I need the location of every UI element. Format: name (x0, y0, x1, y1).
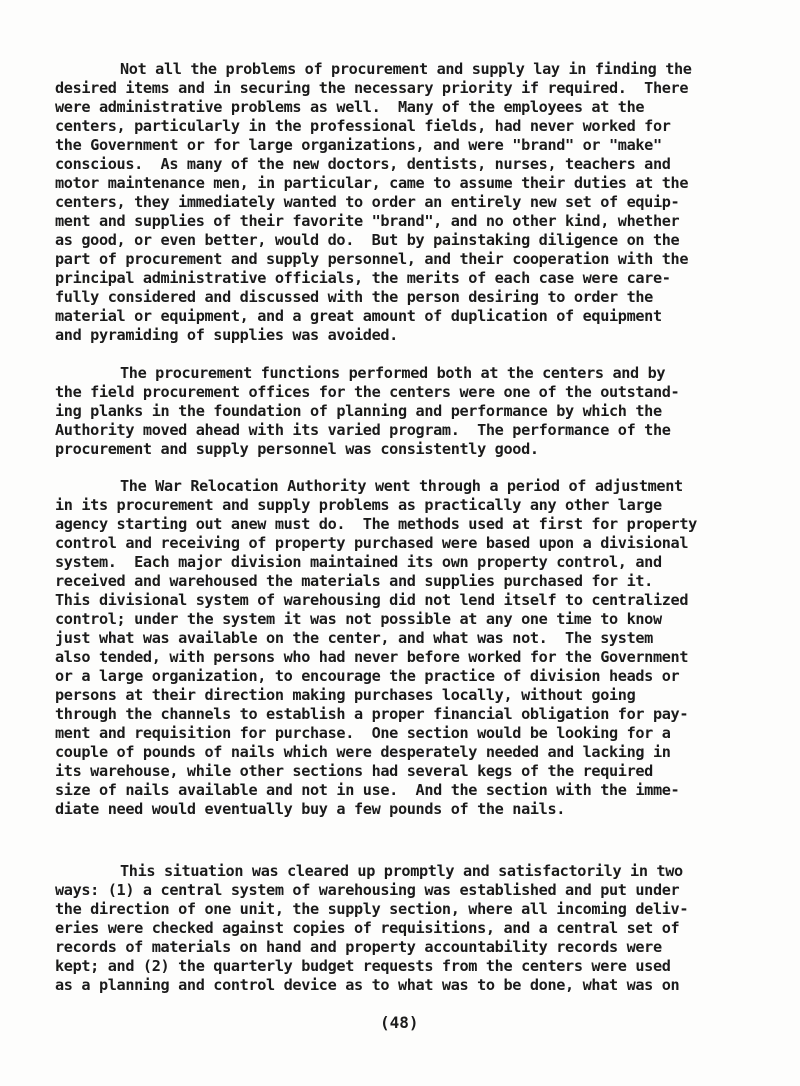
text-line: or a large organization, to encourage the practice of division heads or (55, 667, 680, 685)
text-line: kept; and (2) the quarterly budget requests from the centers were used (55, 957, 671, 975)
text-line: ment and supplies of their favorite "brand", and no other kind, whether (55, 212, 680, 230)
text-line: This divisional system of warehousing did not lend itself to centralized (55, 591, 689, 609)
text-line: eries were checked against copies of requisitions, and a central set of (55, 919, 680, 937)
text-line: as good, or even better, would do. But by painstaking diligence on the (55, 231, 680, 249)
text-line: ment and requisition for purchase. One section would be looking for a (55, 724, 671, 742)
text-line: centers, particularly in the professional fields, had never worked for (55, 117, 671, 135)
text-line: system. Each major division maintained its own property control, and (55, 553, 662, 571)
text-line: part of procurement and supply personnel, and their cooperation with the (55, 250, 689, 268)
text-line: This situation was cleared up promptly and satisfactorily in two (120, 862, 683, 880)
text-line: just what was available on the center, and what was not. The system (55, 629, 653, 647)
text-line: the field procurement offices for the centers were one of the outstand- (55, 383, 680, 401)
text-line: control; under the system it was not possible at any one time to know (55, 610, 662, 628)
text-line: principal administrative officials, the merits of each case were care- (55, 269, 671, 287)
text-line: Authority moved ahead with its varied program. The performance of the (55, 421, 671, 439)
text-line: procurement and supply personnel was consistently good. (55, 440, 539, 458)
text-line: in its procurement and supply problems as practically any other large (55, 496, 662, 514)
text-line: were administrative problems as well. Many of the employees at the (55, 98, 645, 116)
text-line: desired items and in securing the necessary priority if required. There (55, 79, 689, 97)
text-line: the Government or for large organizations, and were "brand" or "make" (55, 136, 662, 154)
text-line: through the channels to establish a proper financial obligation for pay- (55, 705, 689, 723)
text-line: its warehouse, while other sections had several kegs of the required (55, 762, 653, 780)
text-line: also tended, with persons who had never before worked for the Government (55, 648, 689, 666)
text-line: The procurement functions performed both at the centers and by (120, 364, 666, 382)
text-line: records of materials on hand and property accountability records were (55, 938, 662, 956)
text-line: material or equipment, and a great amount of duplication of equipment (55, 307, 662, 325)
text-line: ways: (1) a central system of warehousing was established and put under (55, 881, 680, 899)
text-line: conscious. As many of the new doctors, dentists, nurses, teachers and (55, 155, 671, 173)
text-line: diate need would eventually buy a few pounds of the nails. (55, 800, 566, 818)
text-line: the direction of one unit, the supply section, where all incoming deliv- (55, 900, 689, 918)
text-line: The War Relocation Authority went through a period of adjustment (120, 477, 683, 495)
text-line: motor maintenance men, in particular, came to assume their duties at the (55, 174, 689, 192)
text-line: Not all the problems of procurement and supply lay in finding the (120, 60, 692, 78)
text-line: couple of pounds of nails which were desperately needed and lacking in (55, 743, 671, 761)
text-line: persons at their direction making purchases locally, without going (55, 686, 636, 704)
text-line: agency starting out anew must do. The methods used at first for property (55, 515, 697, 533)
text-line: size of nails available and not in use. And the section with the imme- (55, 781, 680, 799)
text-line: and pyramiding of supplies was avoided. (55, 326, 398, 344)
text-line: control and receiving of property purchased were based upon a divisional (55, 534, 689, 552)
text-line: as a planning and control device as to what was to be done, what was on (55, 976, 680, 994)
text-line: fully considered and discussed with the person desiring to order the (55, 288, 653, 306)
text-line: centers, they immediately wanted to order an entirely new set of equip- (55, 193, 680, 211)
text-line: received and warehoused the materials and supplies purchased for it. (55, 572, 653, 590)
text-line: ing planks in the foundation of planning and performance by which the (55, 402, 662, 420)
page-number: (48) (380, 1013, 419, 1032)
